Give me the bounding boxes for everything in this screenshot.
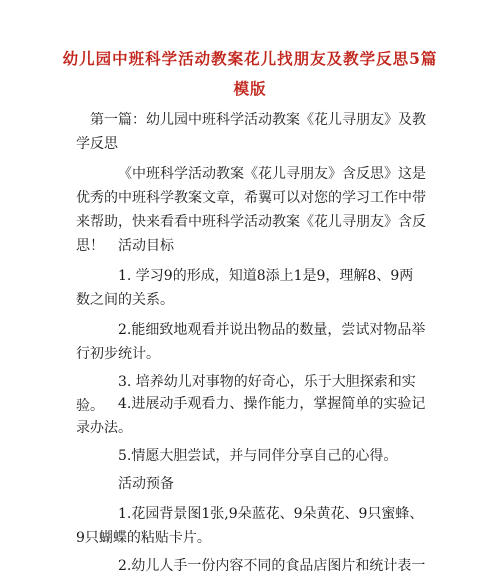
preparation-item-2: 2.幼儿人手一份内容不同的食品店图片和统计表一 [118, 558, 426, 574]
goal-item-2: 2.能细致地观看并说出物品的数量，尝试对物品举行初步统计。 [76, 322, 426, 362]
goal-item-1: 1. 学习9的形成，知道8添上1是9，理解8、9两数之间的关系。 [76, 268, 414, 308]
section-heading-preparation: 活动预备 [118, 476, 174, 492]
goal-item-4: 4.进展动手观看力、操作能力，掌握简单的实验记录办法。 [76, 396, 426, 436]
preparation-item-1: 1.花园背景图1张,9朵蓝花、9朵黄花、9只蜜蜂、9只蝴蝶的粘贴卡片。 [76, 506, 424, 546]
document-title: 幼儿园中班科学活动教案花儿找朋友及教学反思5篇模版 [62, 49, 438, 98]
section-heading-goals: 活动目标 [118, 238, 174, 254]
goal-item-5: 5.情愿大胆尝试，并与同伴分享自己的心得。 [118, 448, 398, 464]
part-heading: 第一篇：幼儿园中班科学活动教案《花儿寻朋友》及教学反思 [76, 112, 426, 152]
goal-item-3: 3. 培养幼儿对事物的好奇心，乐于大胆探索和实验。 [76, 374, 416, 414]
intro-paragraph: 《中班科学活动教案《花儿寻朋友》含反思》这是优秀的中班科学教案文章，希翼可以对您的学习工作中带来帮助，快来看看中班科学活动教案《花儿寻朋友》含反思！ [76, 166, 426, 254]
